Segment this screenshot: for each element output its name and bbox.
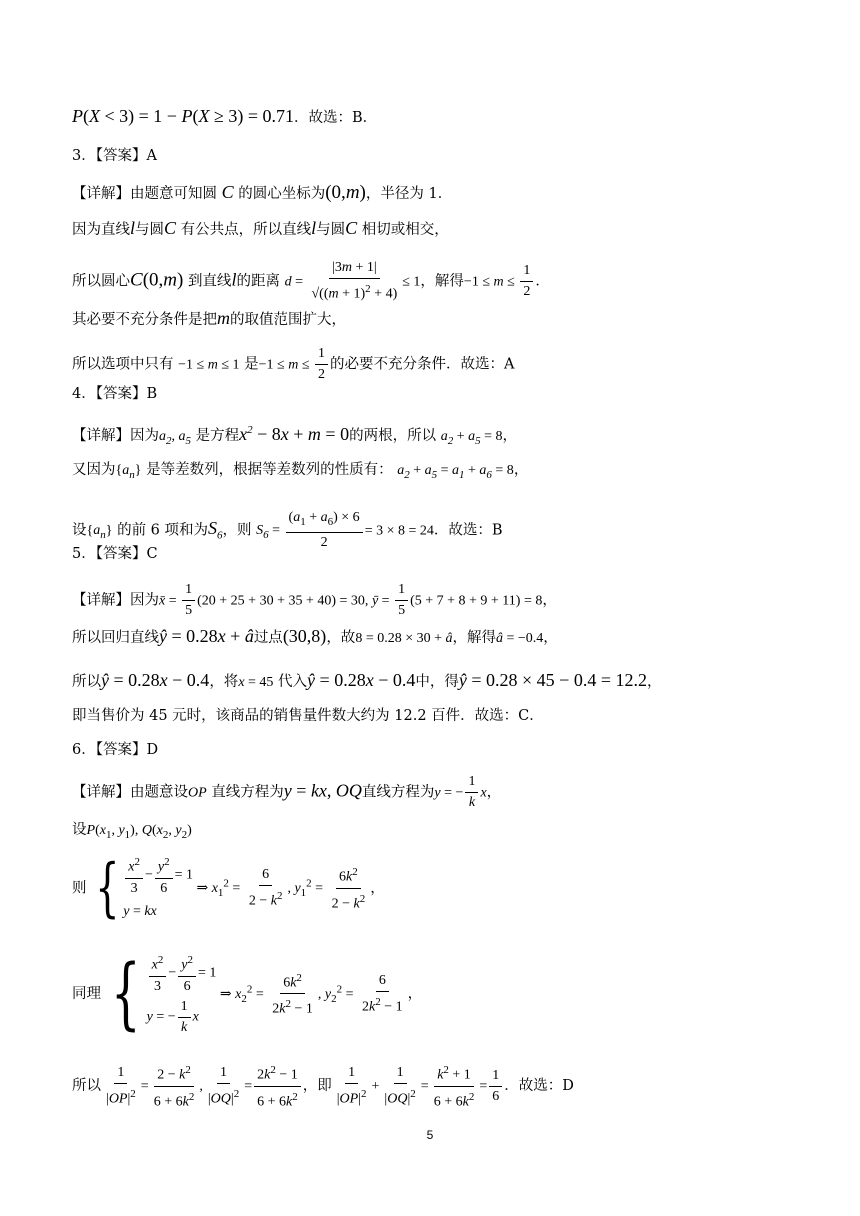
q3-detail-line-4: 其必要不充分条件是把m的取值范围扩大， [72,308,346,328]
q6-detail-line-3: 则 { $\frac{x^2}{3}$ − $\frac{y^2}{6}$ = 1 y = kx ⇒ $x_1^2$ = $\frac{6}{2 - k^2}$ , $y_1^2$ = $\frac{6k^2}{2 - k^2}$ ， [72,851,385,926]
q5-answer-header: 5．【答案】C [72,546,158,562]
q2-conclusion-line: P(X < 3) = 1 − P(X ≥ 3) = 0.71．故选：B． [72,106,378,126]
q3-detail-line-1: 【详解】由题意可知圆 C 的圆心坐标为(0,m)，半径为 1． [72,182,453,203]
q3-detail-line-3: 所以圆心C(0,m) 到直线l的距离 d = $\frac{|3m + 1|}{√((m + 1)^2 + 4)}$ ≤ 1，解得−1 ≤ m ≤ $\frac{1}{2}$ ． [72,258,550,305]
q3-detail-line-2: 因为直线l与圆C 有公共点，所以直线l与圆C 相切或相交， [72,218,449,238]
q6-detail-line-4: 同理 { $\frac{x^2}{3}$ − $\frac{y^2}{6}$ = 1 y = − $\frac{1}{k}$ x ⇒ $x_2^2$ = $\frac{6k^2}{2k^2 - 1}$ , $y_2^2$ = $\frac{6}{2k^2 - 1}$ ， [72,948,423,1039]
q4-answer-header: 4．【答案】B [72,386,158,402]
q6-detail-line-2: 设$P(x_1$, $y_1$), $Q(x_2$, $y_2$) [72,822,192,841]
q6-answer-header: 6．【答案】D [72,742,159,758]
distance-fraction: $\frac{|3m + 1|}{√((m + 1)^2 + 4)}$ [311,260,398,302]
q5-detail-line-2: 所以回归直线ŷ = 0.28x + â过点(30,8)，故8 = 0.28 × 30 + â，解得â = −0.4， [72,626,558,646]
q6-detail-line-5: 所以 $\frac{1}{|OP|^2}$ = $\frac{2 - k^2}{6 + 6k^2}$ , $\frac{1}{|OQ|^2}$ = $\frac{2k^2 - 1}{6 + 6k^2}$ ，即 $\frac{1}{|OP|^2}$ + $\frac{1}{|OQ|^2}$ = $\frac{k^2 + 1}{6 + 6k^2}$ = $\frac{1}{6}$ ．故选：D [72,1060,574,1112]
q6-detail-line-1: 【详解】由题意设OP 直线方程为y = kx, OQ直线方程为y = − $\frac{1}{k}$ x， [72,774,502,810]
q5-detail-line-3: 所以ŷ = 0.28x − 0.4，将x = 45 代入ŷ = 0.28x − 0.4中，得ŷ = 0.28 × 45 − 0.4 = 12.2， [72,670,662,690]
q4-detail-line-1: 【详解】因为$a_2$, $a_5$ 是方程$x^2 - 8x + m = 0$的两根，所以 $a_2 + a_5 = 8$， [72,424,517,447]
q4-detail-line-3: 设$\{a_n\}$ 的前 6 项和为$S_6$，则 $S_6$ = $\frac{(a_1 + a_6) \times 6}{2}$ = 3 × 8 = 24．故选：B [72,508,503,553]
q3-answer-header: 3．【答案】A [72,148,157,164]
q5-detail-line-1: 【详解】因为x̄ = $\frac{1}{5}$ (20 + 25 + 30 + 35 + 40) = 30, ȳ = $\frac{1}{5}$ (5 + 7 + 8 + 9 + 11) = 8， [72,582,557,618]
sum-fraction: $\frac{(a_1 + a_6) \times 6}{2}$ [286,508,363,553]
page-number: 5 [426,1128,434,1142]
q5-detail-line-4: 即当售价为 45 元时，该商品的销售量件数大约为 12.2 百件．故选：C． [72,708,544,724]
q3-detail-line-5: 所以选项中只有 −1 ≤ m ≤ 1 是−1 ≤ m ≤ $\frac{1}{2}$ 的必要不充分条件．故选：A [72,346,515,382]
q4-detail-line-2: 又因为$\{a_n\}$ 是等差数列，根据等差数列的性质有： $a_2 + a_5 = a_1 + a_6 = 8$， [72,462,529,481]
